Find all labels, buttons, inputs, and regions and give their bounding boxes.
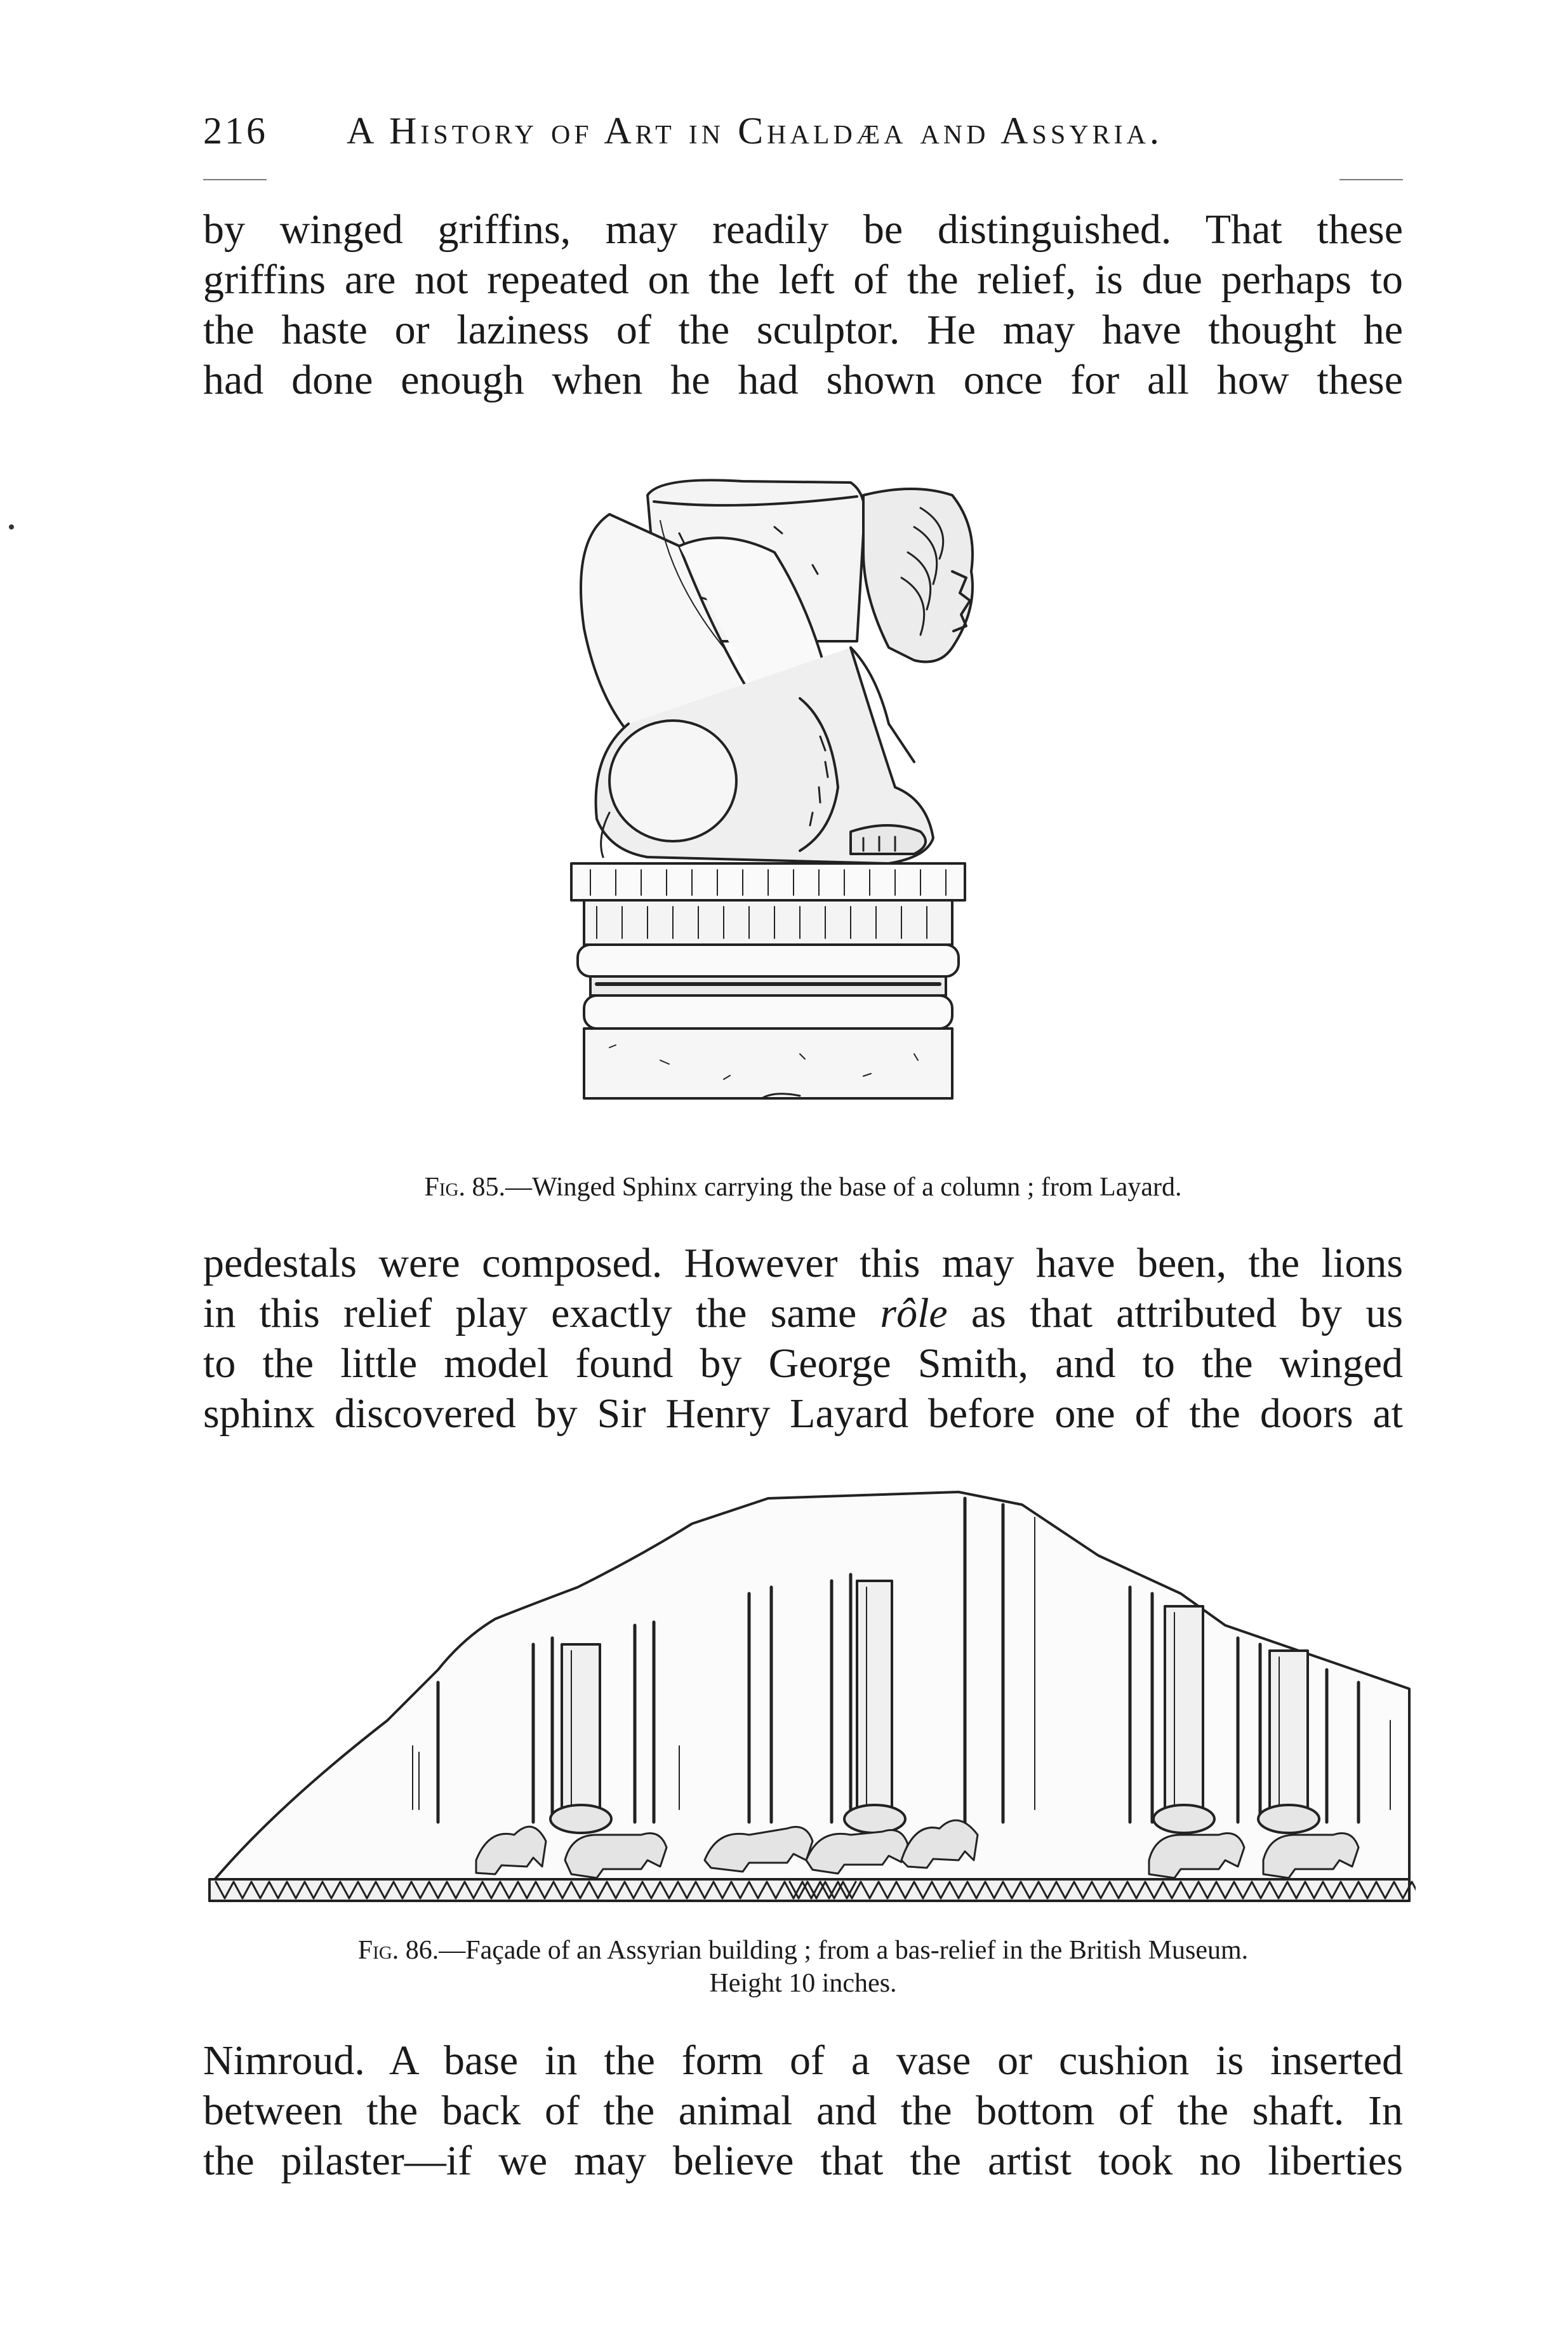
italic-word: rôle xyxy=(880,1290,948,1336)
text-line xyxy=(203,1288,1403,1338)
running-header xyxy=(203,109,1403,160)
text-segment: in this relief play exactly the same xyxy=(203,1290,880,1336)
figure-86-caption xyxy=(203,1934,1403,2000)
text-line: sphinx discovered by Sir Henry Layard before one of the doors at xyxy=(203,1390,1403,1437)
caption-text-line-2: Height 10 inches. xyxy=(709,1969,897,1998)
text-line: Nimroud. A base in the form of a vase or cushion is inserted xyxy=(203,2037,1403,2084)
margin-speck xyxy=(9,524,14,529)
header-rule-right xyxy=(1339,179,1403,180)
caption-text: —Façade of an Assyrian building ; from a bas-relief in the British Museum. xyxy=(439,1936,1249,1965)
text-line: by winged griffins, may readily be distinguished. That these xyxy=(203,206,1403,253)
header-rule-left xyxy=(203,179,267,180)
text-line: griffins are not repeated on the left of the relief, is due perhaps to xyxy=(203,256,1403,303)
paragraph-3 xyxy=(203,2035,1403,2186)
figure-label: Fig. 85. xyxy=(424,1173,505,1202)
text-line: the haste or laziness of the sculptor. He may have thought he xyxy=(203,307,1403,353)
paragraph-1 xyxy=(203,204,1403,405)
paragraph-2 xyxy=(203,1238,1403,1439)
caption-text: —Winged Sphinx carrying the base of a column ; from Layard. xyxy=(505,1173,1182,1202)
winged-sphinx-illustration xyxy=(533,457,1054,1143)
text-line: to the little model found by George Smith, and to the winged xyxy=(203,1340,1403,1387)
text-line: between the back of the animal and the bottom of the shaft. In xyxy=(203,2088,1403,2134)
text-line: had done enough when he had shown once for all how these xyxy=(203,357,1403,403)
page-number: 216 xyxy=(203,110,268,152)
text-line: the pilaster—if we may believe that the artist took no liberties xyxy=(203,2138,1403,2184)
text-segment: as that attributed by us xyxy=(947,1290,1404,1336)
figure-label: Fig. 86. xyxy=(357,1936,439,1965)
figure-85-caption xyxy=(203,1171,1403,1204)
text-line: pedestals were composed. However this may have been, the lions xyxy=(203,1240,1403,1286)
running-title: A History of Art in Chaldæa and Assyria. xyxy=(347,110,1163,152)
assyrian-facade-illustration xyxy=(197,1479,1416,1911)
